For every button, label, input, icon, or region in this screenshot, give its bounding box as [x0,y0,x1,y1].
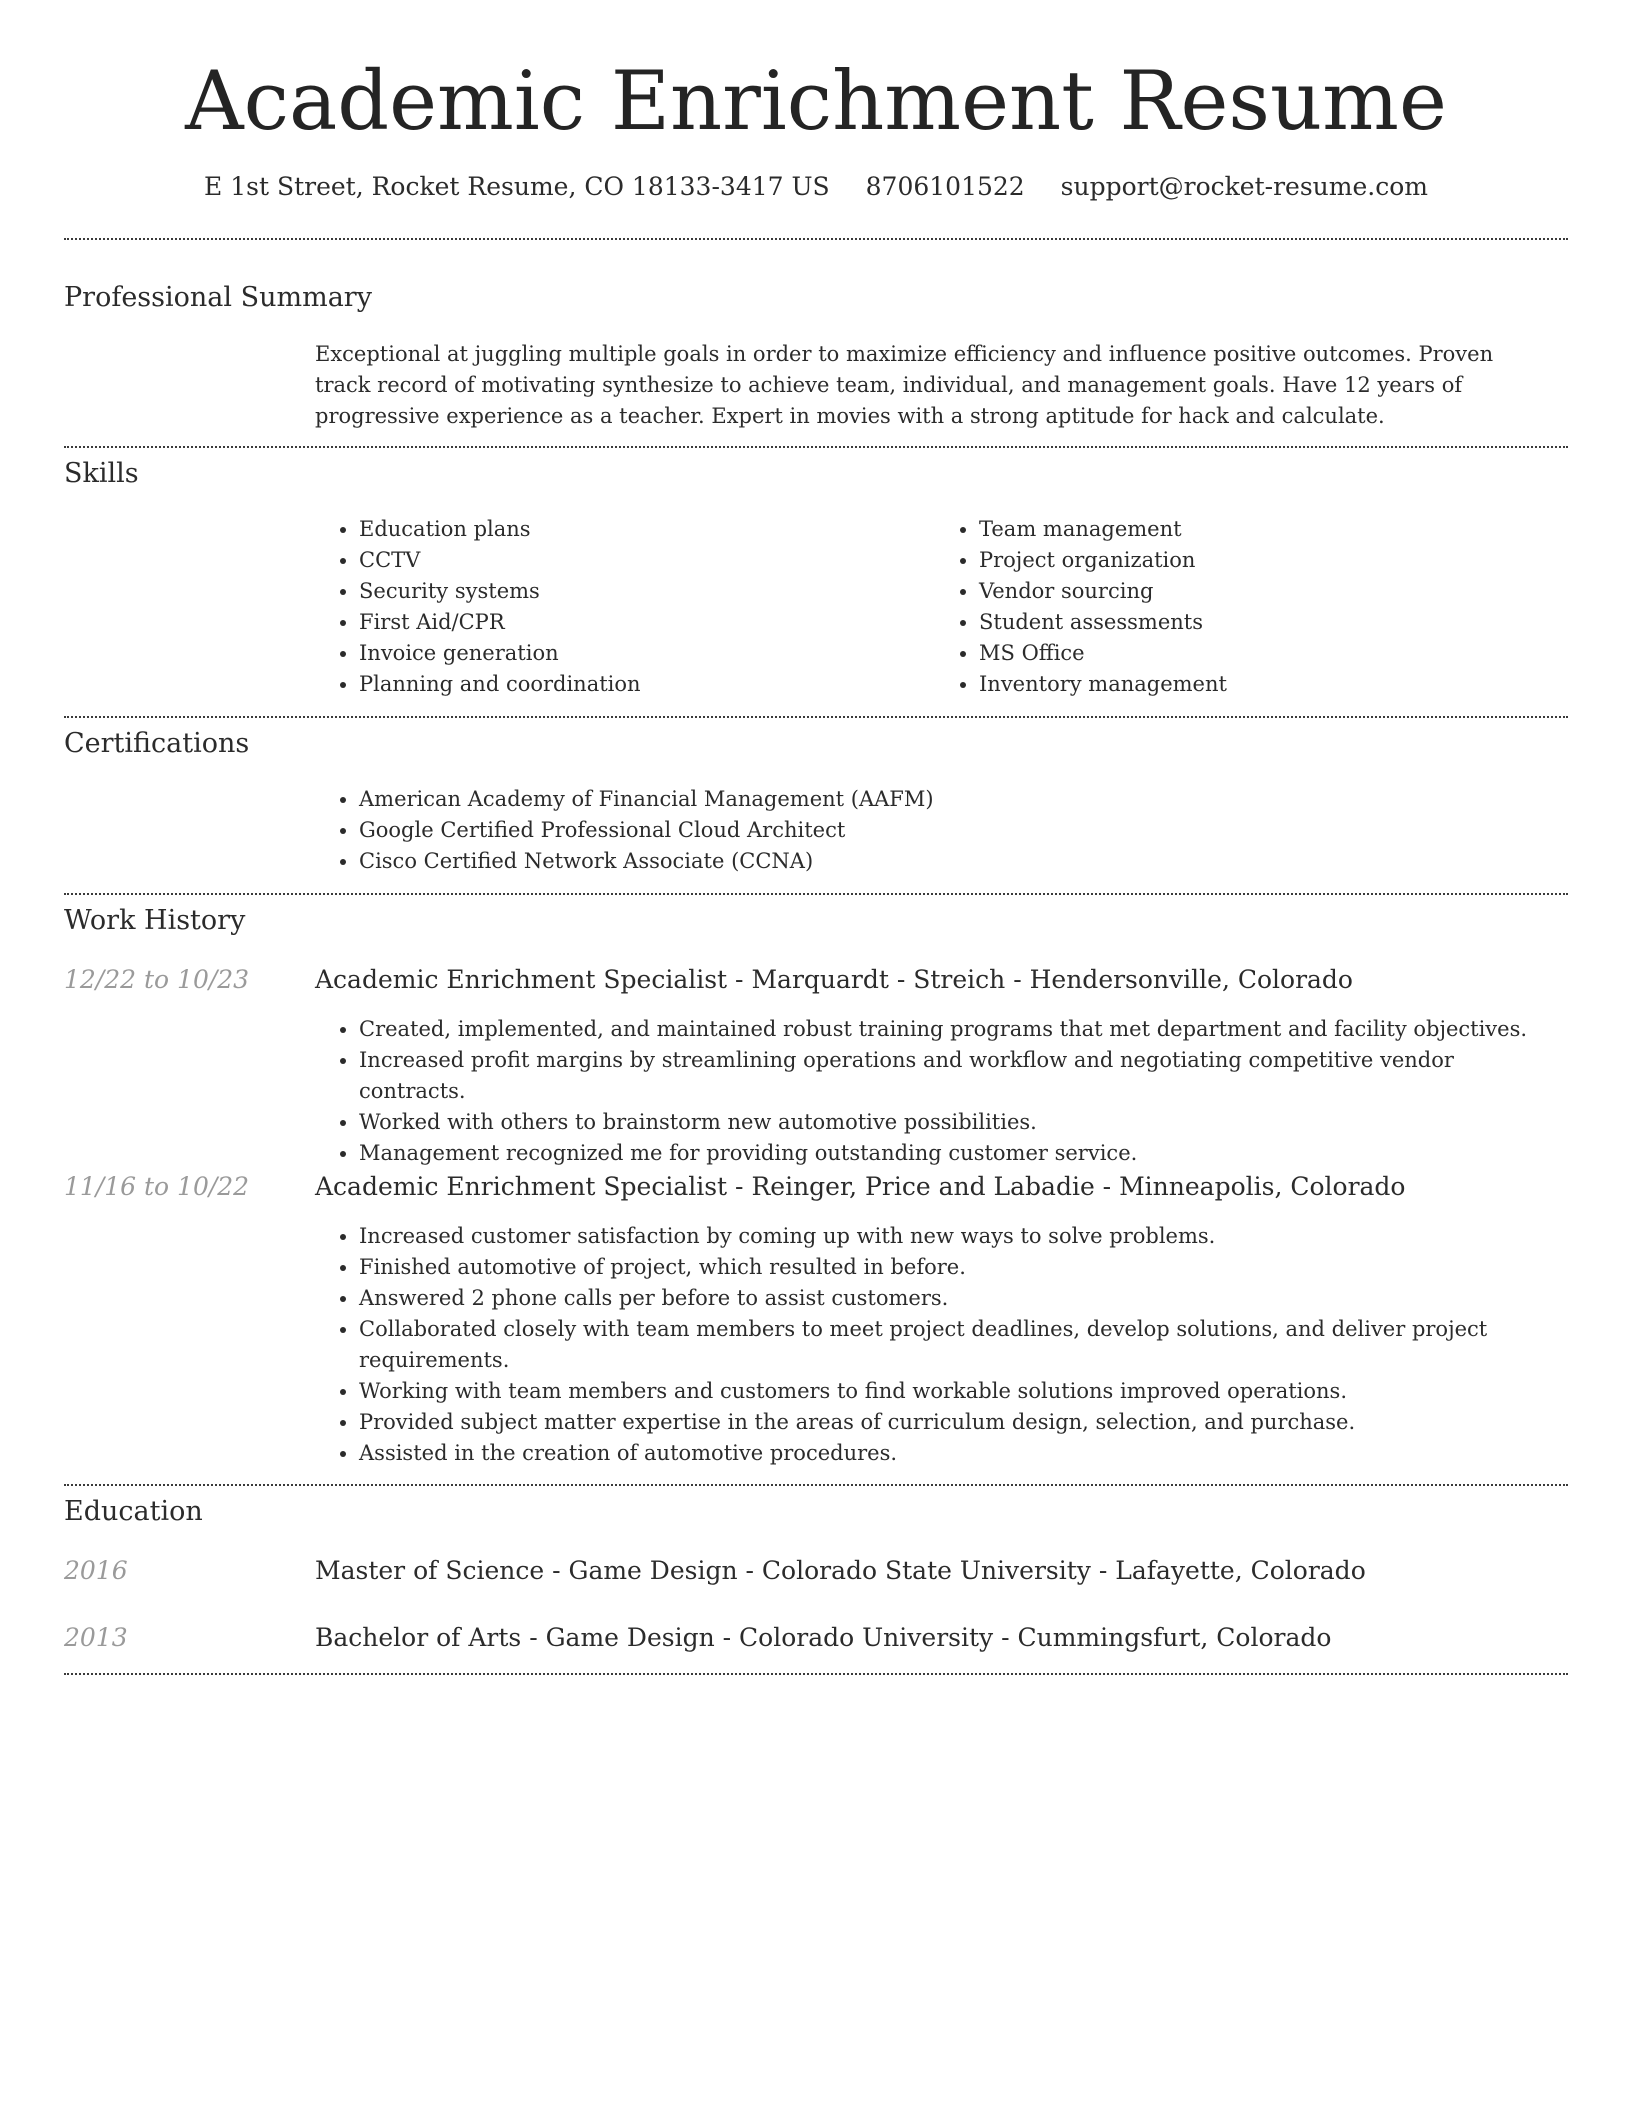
skill-item: • Team management [979,514,1555,545]
job-bullets [315,1221,1555,1469]
skill-item: • Inventory management [979,669,1555,700]
skill-item: • First Aid/CPR [359,607,935,638]
job-employer: - Marquardt - Streich - Hendersonville, Colorado [727,965,1353,994]
certifications-list [315,784,1555,877]
contact-address: E 1st Street, Rocket Resume, CO 18133-3417 US [204,172,830,201]
job-bullet: • Increased customer satisfaction by coming up with new ways to solve problems. [359,1221,1555,1252]
section-title-education: Education [64,1496,203,1527]
contact-line [0,172,1632,201]
education-year: 2016 [64,1556,128,1585]
job-dates: 11/16 to 10/22 [64,1172,250,1201]
education-heading [315,1556,1366,1585]
education-year: 2013 [64,1623,128,1652]
job-bullet: • Increased profit margins by streamlining operations and workflow and negotiating competitive vendor contracts. [359,1045,1555,1107]
divider [64,1673,1568,1675]
job-heading [315,1172,1405,1201]
education-school: - Colorado University - Cummingsfurt, Colorado [714,1623,1332,1652]
divider [64,238,1568,240]
job-bullet: • Finished automotive of project, which resulted in before. [359,1252,1555,1283]
skill-item: • Invoice generation [359,638,935,669]
job-bullet: • Working with team members and customers to find workable solutions improved operations. [359,1376,1555,1407]
education-degree: Master of Science - Game Design [315,1556,738,1585]
job-heading [315,965,1353,994]
skill-item: • Vendor sourcing [979,576,1555,607]
divider [64,1484,1568,1486]
skills-list [315,514,1555,700]
section-title-skills: Skills [64,458,139,489]
certification-item: • Google Certified Professional Cloud Architect [359,815,1555,846]
skill-item: • Education plans [359,514,935,545]
skill-item: • Project organization [979,545,1555,576]
job-dates: 12/22 to 10/23 [64,965,250,994]
resume-name: Academic Enrichment Resume [185,55,1447,149]
skills-column-right [935,514,1555,700]
job-bullet: • Management recognized me for providing outstanding customer service. [359,1138,1555,1169]
job-bullet: • Provided subject matter expertise in the areas of curriculum design, selection, and purchase. [359,1407,1555,1438]
skills-column-left [315,514,935,700]
skill-item: • CCTV [359,545,935,576]
section-title-work-history: Work History [64,905,246,936]
certification-item: • Cisco Certified Network Associate (CCNA) [359,846,1555,877]
skill-item: • MS Office [979,638,1555,669]
contact-phone: 8706101522 [865,172,1025,201]
certification-item: • American Academy of Financial Management (AAFM) [359,784,1555,815]
job-bullet: • Worked with others to brainstorm new automotive possibilities. [359,1107,1555,1138]
job-bullet: • Answered 2 phone calls per before to assist customers. [359,1283,1555,1314]
education-degree: Bachelor of Arts - Game Design [315,1623,715,1652]
job-bullet: • Collaborated closely with team members to meet project deadlines, develop solutions, and deliver project requirements. [359,1314,1555,1376]
skill-item: • Planning and coordination [359,669,935,700]
summary-text: Exceptional at juggling multiple goals in order to maximize efficiency and influence positive outcomes. Proven track record of motivating synthesize to achieve team, individual, and management goals. Have 12 years of progressive experience as a teacher. Expert in movies with a strong aptitude for hack and calculate. [315,342,1494,428]
job-employer: - Reinger, Price and Labadie - Minneapolis, Colorado [727,1172,1406,1201]
job-bullets [315,1014,1555,1169]
job-bullet: • Created, implemented, and maintained robust training programs that met department and facility objectives. [359,1014,1555,1045]
job-title: Academic Enrichment Specialist [315,1172,728,1201]
skill-item: • Security systems [359,576,935,607]
divider [64,446,1568,448]
section-title-summary: Professional Summary [64,282,372,313]
education-heading [315,1623,1331,1652]
divider [64,716,1568,718]
divider [64,893,1568,895]
section-title-certifications: Certifications [64,728,250,759]
job-title: Academic Enrichment Specialist [315,965,728,994]
contact-email: support@rocket-resume.com [1060,172,1428,201]
skill-item: • Student assessments [979,607,1555,638]
summary-text-block [315,339,1555,432]
job-bullet: • Assisted in the creation of automotive procedures. [359,1438,1555,1469]
education-school: - Colorado State University - Lafayette, Colorado [737,1556,1366,1585]
